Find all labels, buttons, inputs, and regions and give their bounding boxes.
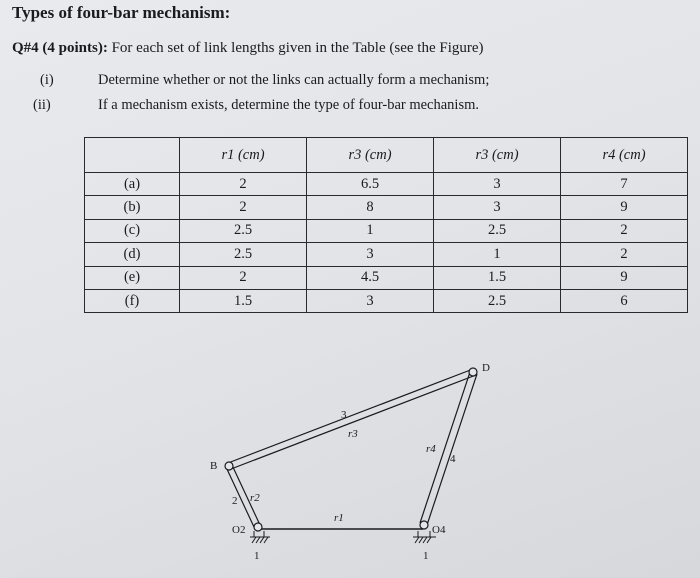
table-cell: 3	[307, 289, 434, 312]
table-cell: 3	[434, 196, 561, 219]
joint-o2	[254, 523, 262, 531]
table-cell: 2	[180, 173, 307, 196]
item-text: If a mechanism exists, determine the type of four-bar mechanism.	[98, 97, 480, 113]
row-label: (b)	[85, 196, 180, 219]
label-ground-1-right: 1	[423, 550, 429, 562]
table-cell: 9	[561, 196, 688, 219]
item-number: (ii)	[33, 97, 51, 113]
table-row	[85, 243, 688, 266]
table-row	[85, 289, 688, 312]
label-link-r4: r4	[426, 443, 436, 455]
table-cell: 1	[434, 243, 561, 266]
label-link-2: 2	[232, 495, 238, 507]
table-cell: 8	[307, 196, 434, 219]
table-row	[85, 173, 688, 196]
question-label: Q#4 (4 points):	[12, 40, 108, 56]
table-row	[85, 266, 688, 289]
table-cell: 2.5	[434, 219, 561, 242]
joint-b	[225, 462, 233, 470]
table-cell: 9	[561, 266, 688, 289]
ground-support-left	[250, 531, 270, 543]
table-header-row	[85, 138, 688, 173]
label-ground-1-left: 1	[254, 550, 260, 562]
corner-cell	[85, 138, 180, 173]
table-cell: 2	[180, 266, 307, 289]
column-header: r1 (cm)	[180, 138, 307, 173]
joint-o4	[420, 521, 428, 529]
row-label: (f)	[85, 289, 180, 312]
coupler-link	[228, 369, 476, 469]
column-header: r3 (cm)	[434, 138, 561, 173]
label-link-r2: r2	[250, 492, 260, 504]
table-cell: 1.5	[180, 289, 307, 312]
column-header: r3 (cm)	[307, 138, 434, 173]
table-cell: 6	[561, 289, 688, 312]
table-cell: 7	[561, 173, 688, 196]
row-label: (c)	[85, 219, 180, 242]
question	[12, 40, 484, 57]
joint-d	[469, 368, 477, 376]
link-lengths-table	[84, 137, 688, 313]
item-text: Determine whether or not the links can actually form a mechanism;	[98, 72, 490, 88]
label-link-r1: r1	[334, 512, 344, 524]
label-link-4: 4	[450, 453, 456, 465]
table-row	[85, 196, 688, 219]
table-cell: 2.5	[434, 289, 561, 312]
label-link-3: 3	[341, 409, 347, 421]
row-label: (e)	[85, 266, 180, 289]
table-cell: 1	[307, 219, 434, 242]
column-header: r4 (cm)	[561, 138, 688, 173]
table-cell: 2	[561, 219, 688, 242]
label-link-r3: r3	[348, 428, 358, 440]
table-cell: 3	[307, 243, 434, 266]
table-cell: 3	[434, 173, 561, 196]
table-row	[85, 219, 688, 242]
table-cell: 2	[561, 243, 688, 266]
table-cell: 4.5	[307, 266, 434, 289]
table-cell: 1.5	[434, 266, 561, 289]
label-pivot-o2: O2	[232, 524, 246, 536]
label-pivot-o4: O4	[432, 524, 446, 536]
page-title: Types of four-bar mechanism:	[12, 3, 231, 22]
table-cell: 2.5	[180, 219, 307, 242]
label-point-d: D	[482, 362, 490, 374]
row-label: (d)	[85, 243, 180, 266]
table-cell: 2	[180, 196, 307, 219]
four-bar-diagram	[180, 355, 520, 577]
question-text: For each set of link lengths given in the Table (see the Figure)	[107, 40, 484, 56]
label-point-b: B	[210, 460, 218, 472]
row-label: (a)	[85, 173, 180, 196]
table-cell: 2.5	[180, 243, 307, 266]
table-cell: 6.5	[307, 173, 434, 196]
item-number: (i)	[40, 72, 54, 88]
